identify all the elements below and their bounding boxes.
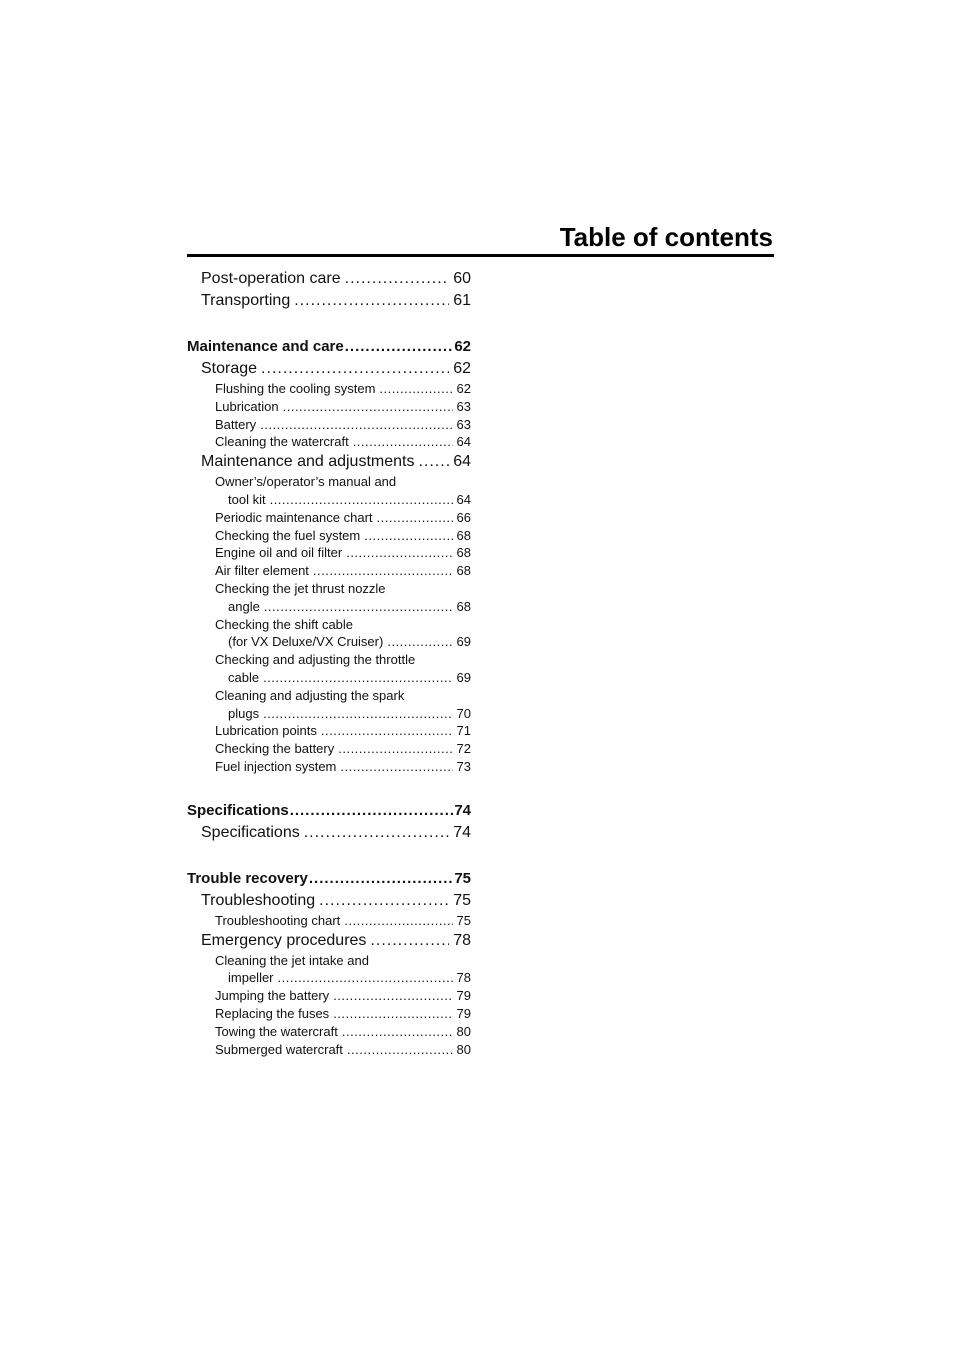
- dot-leader: [333, 1005, 452, 1023]
- toc-item-entry[interactable]: [187, 433, 471, 451]
- toc-section-entry[interactable]: [187, 930, 471, 952]
- toc-entry-title: Battery: [215, 416, 257, 432]
- toc-item-entry[interactable]: [187, 562, 471, 580]
- toc-item-entry[interactable]: [187, 491, 471, 509]
- toc-section-entry[interactable]: [187, 290, 471, 312]
- dot-leader: [418, 451, 449, 473]
- toc-entry-title: Emergency procedures: [201, 931, 367, 949]
- dot-leader: [333, 987, 452, 1005]
- toc-entry-title: tool kit: [228, 491, 266, 507]
- toc-entry-page-number: 63: [456, 398, 471, 414]
- toc-entry-title: impeller: [228, 970, 274, 986]
- toc-spacer: [187, 776, 471, 800]
- toc-chapter-entry[interactable]: [187, 336, 471, 358]
- toc-entry-title: Cleaning the watercraft: [215, 434, 349, 450]
- toc-entry-page-number: 78: [453, 931, 471, 949]
- toc-entry-page-number: 80: [456, 1023, 471, 1039]
- toc-entry-title: Troubleshooting: [201, 891, 316, 909]
- dot-leader: [278, 969, 453, 987]
- dot-leader: [294, 290, 449, 312]
- dot-leader: [304, 822, 449, 844]
- toc-item-entry[interactable]: [187, 473, 471, 491]
- dot-leader: [346, 544, 452, 562]
- dot-leader: [364, 527, 452, 545]
- toc-entry-title: Maintenance and care: [187, 338, 344, 355]
- toc-item-entry[interactable]: [187, 912, 471, 930]
- dot-leader: [340, 758, 452, 776]
- dot-leader: [387, 633, 452, 651]
- toc-entry-title: Fuel injection system: [215, 758, 337, 774]
- dot-leader: [261, 358, 449, 380]
- toc-item-entry[interactable]: [187, 1005, 471, 1023]
- toc-entry-page-number: 72: [456, 741, 471, 757]
- dot-leader: [338, 740, 452, 758]
- toc-entry-page-number: 71: [456, 723, 471, 739]
- toc-item-entry[interactable]: [187, 969, 471, 987]
- toc-item-entry[interactable]: [187, 616, 471, 634]
- toc-item-entry[interactable]: [187, 544, 471, 562]
- toc-item-entry[interactable]: [187, 527, 471, 545]
- toc-entry-page-number: 74: [454, 801, 471, 819]
- toc-entry-page-number: 74: [453, 823, 471, 841]
- toc-entry-page-number: 61: [453, 292, 471, 309]
- toc-spacer: [187, 312, 471, 336]
- toc-chapter-entry[interactable]: [187, 800, 471, 822]
- toc-entry-page-number: 69: [456, 669, 471, 685]
- toc-entry-title: Checking the shift cable: [215, 616, 354, 632]
- title-rule: [187, 254, 774, 257]
- dot-leader: [321, 722, 453, 740]
- toc-item-entry[interactable]: [187, 987, 471, 1005]
- toc-item-entry[interactable]: [187, 509, 471, 527]
- dot-leader: [263, 669, 452, 687]
- toc-item-entry[interactable]: [187, 1023, 471, 1041]
- toc-entry-title: Checking and adjusting the throttle: [215, 652, 416, 668]
- table-of-contents: [187, 268, 471, 1058]
- toc-entry-page-number: 69: [456, 634, 471, 650]
- toc-entry-page-number: 75: [456, 912, 471, 928]
- toc-entry-page-number: 68: [456, 598, 471, 614]
- toc-entry-title: cable: [228, 669, 260, 685]
- toc-item-entry[interactable]: [187, 952, 471, 970]
- toc-entry-page-number: 62: [453, 360, 471, 377]
- toc-entry-title: Storage: [201, 360, 258, 377]
- toc-entry-page-number: 80: [456, 1041, 471, 1057]
- toc-entry-title: Lubrication points: [215, 723, 317, 739]
- toc-entry-title: Cleaning and adjusting the spark: [215, 687, 405, 703]
- dot-leader: [309, 868, 453, 890]
- toc-entry-title: Post-operation care: [201, 270, 341, 287]
- toc-entry-title: Engine oil and oil filter: [215, 545, 343, 561]
- toc-entry-title: Maintenance and adjustments: [201, 453, 415, 471]
- dot-leader: [370, 930, 449, 952]
- toc-entry-page-number: 66: [456, 509, 471, 525]
- dot-leader: [353, 433, 453, 451]
- toc-entry-title: Checking the jet thrust nozzle: [215, 580, 386, 596]
- toc-chapter-entry[interactable]: [187, 868, 471, 890]
- dot-leader: [345, 268, 450, 290]
- toc-entry-title: Lubrication: [215, 398, 279, 414]
- toc-item-entry[interactable]: [187, 722, 471, 740]
- dot-leader: [283, 398, 453, 416]
- toc-entry-page-number: 62: [456, 381, 471, 396]
- toc-entry-title: Specifications: [187, 801, 289, 819]
- dot-leader: [290, 800, 454, 822]
- toc-entry-page-number: 62: [454, 338, 471, 355]
- toc-item-entry[interactable]: [187, 580, 471, 598]
- toc-entry-title: Specifications: [201, 823, 300, 841]
- page-title: Table of contents: [559, 222, 773, 252]
- toc-item-entry[interactable]: [187, 669, 471, 687]
- toc-entry-page-number: 79: [456, 988, 471, 1004]
- dot-leader: [347, 1041, 453, 1059]
- toc-item-entry[interactable]: [187, 651, 471, 669]
- toc-item-entry[interactable]: [187, 598, 471, 616]
- toc-entry-page-number: 70: [456, 705, 471, 721]
- dot-leader: [264, 598, 453, 616]
- toc-entry-page-number: 64: [456, 434, 471, 450]
- toc-entry-page-number: 60: [453, 270, 471, 287]
- toc-entry-page-number: 78: [456, 970, 471, 986]
- toc-entry-title: Submerged watercraft: [215, 1041, 343, 1057]
- toc-item-entry[interactable]: [187, 416, 471, 434]
- toc-entry-title: Owner’s/operator’s manual and: [215, 474, 397, 490]
- toc-entry-title: Troubleshooting chart: [215, 912, 341, 928]
- dot-leader: [379, 380, 452, 398]
- dot-leader: [260, 416, 452, 434]
- toc-entry-title: Jumping the battery: [215, 988, 330, 1004]
- toc-entry-page-number: 68: [456, 527, 471, 543]
- toc-item-entry[interactable]: [187, 705, 471, 723]
- toc-entry-title: Trouble recovery: [187, 869, 308, 887]
- toc-entry-title: angle: [228, 598, 260, 614]
- toc-item-entry[interactable]: [187, 740, 471, 758]
- toc-section-entry[interactable]: [187, 890, 471, 912]
- toc-item-entry[interactable]: [187, 398, 471, 416]
- dot-leader: [345, 336, 454, 358]
- toc-entry-page-number: 68: [456, 545, 471, 561]
- toc-entry-title: Cleaning the jet intake and: [215, 952, 369, 968]
- toc-entry-title: Flushing the cooling system: [215, 381, 376, 396]
- toc-entry-title: Air filter element: [215, 563, 309, 579]
- toc-entry-page-number: 75: [453, 891, 471, 909]
- toc-entry-title: Replacing the fuses: [215, 1005, 330, 1021]
- toc-entry-page-number: 64: [456, 491, 471, 507]
- toc-entry-page-number: 64: [453, 453, 471, 471]
- dot-leader: [342, 1023, 453, 1041]
- toc-entry-page-number: 75: [454, 869, 471, 887]
- toc-item-entry[interactable]: [187, 758, 471, 776]
- toc-entry-title: Periodic maintenance chart: [215, 509, 373, 525]
- toc-entry-title: (for VX Deluxe/VX Cruiser): [228, 634, 384, 650]
- toc-entry-page-number: 68: [456, 563, 471, 579]
- toc-section-entry[interactable]: [187, 451, 471, 473]
- dot-leader: [263, 705, 452, 723]
- toc-spacer: [187, 844, 471, 868]
- toc-section-entry[interactable]: [187, 358, 471, 380]
- toc-item-entry[interactable]: [187, 687, 471, 705]
- toc-section-entry[interactable]: [187, 822, 471, 844]
- toc-entry-page-number: 73: [456, 758, 471, 774]
- toc-entry-title: plugs: [228, 705, 260, 721]
- dot-leader: [377, 509, 453, 527]
- toc-item-entry[interactable]: [187, 380, 471, 398]
- toc-entry-title: Transporting: [201, 292, 291, 309]
- toc-entry-page-number: 79: [456, 1005, 471, 1021]
- dot-leader: [270, 491, 453, 509]
- dot-leader: [344, 912, 452, 930]
- toc-item-entry[interactable]: [187, 1041, 471, 1059]
- toc-section-entry[interactable]: [187, 268, 471, 290]
- toc-entry-page-number: 63: [456, 416, 471, 432]
- toc-item-entry[interactable]: [187, 633, 471, 651]
- toc-entry-title: Checking the battery: [215, 741, 335, 757]
- dot-leader: [313, 562, 453, 580]
- toc-entry-title: Towing the watercraft: [215, 1023, 338, 1039]
- dot-leader: [319, 890, 449, 912]
- toc-entry-title: Checking the fuel system: [215, 527, 361, 543]
